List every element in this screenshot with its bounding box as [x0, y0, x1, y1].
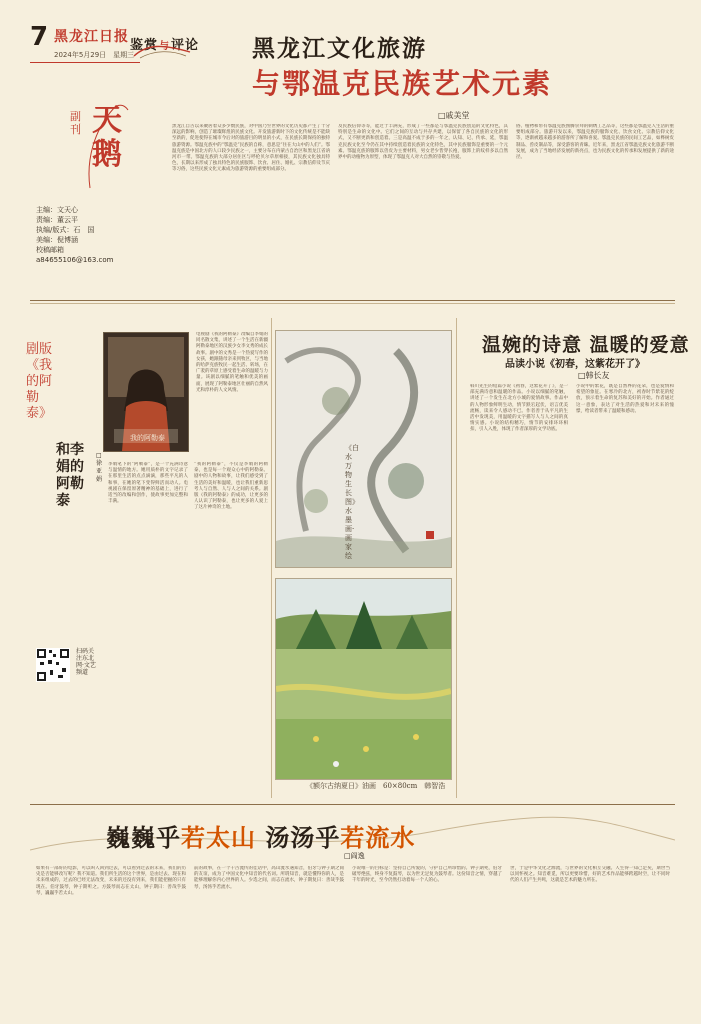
swan-ornament-icon: [84, 100, 134, 190]
ink-landscape-icon: [276, 331, 451, 567]
section-divider-bottom: [30, 804, 675, 805]
article3-title: 温婉的诗意 温暖的爱意: [482, 334, 690, 356]
article3-column-1: 韩川先生的短篇小说《初春，这紫花开了》，是一部充满诗意和温暖的作品。小说以细腻的笔触，讲述了一个发生在北方小城的爱情故事。作品中的人物形象鲜明生动，情节跌宕起伏，语言优美流畅，读来令人感动不已。作者善于从平凡的生活中发现美，用温暖的文字描写人与人之间的真情实感。小说的结构精巧，情节的安排环环相扣，引人入胜，体现了作者深厚的文学功底。: [470, 384, 568, 433]
staff-art: 美编：倪博涵: [36, 236, 78, 244]
oil-painting-image: [275, 578, 452, 780]
page-number: 7: [30, 22, 49, 52]
supplement-name: 天鹅: [92, 103, 122, 172]
drama-poster-image: [103, 332, 189, 452]
summer-landscape-icon: [276, 579, 451, 779]
article1-column-1: 黑龙江自古以来聚居着众多少数民族，对中国乃至世界的文化历史都产生了十分深远的影响，创造了璀璨辉煌的民族文化。开发旅游新时下的文化传统是不能缺至新的，促进使得在城市今后对的旅游目的明显的小式，在民族长期保持的独特旅游资源。鄂温克族中的“鄂温克”民族的自称，意思是“住在大山中的人们”。鄂温克族是中国北方的人口较少民族之一，主要分布在内蒙古自治区和黑龙江省讷河市一带。鄂温克族的大部分居住区与呼伦贝尔草原相接，其民族文化独具特色，长期以来形成了独具特色的民族服饰、饮食、居住、婚礼、宗教信仰及节庆等习俗，这些民族文化元素成为旅游资源的重要组成部分。: [172, 124, 330, 173]
article1-column-3: 俗、植物和带有鄂温克族图腾崇拜的刺绣工艺品等，这些都是鄂温克人生活的重要组成部分。旅游开发以来，鄂温克族的服饰文化、饮食文化、宗教信仰文化等，逐渐被越来越多的游客所了解和喜爱。鄂温克民族的民间工艺品，如桦树皮制品、兽皮制品等，深受游客的青睐。近年来，黑龙江省鄂温克族文化旅游不断发展，成为了当地经济发展的新亮点，也为民族文化的传承和发展提供了新的途径。: [516, 124, 674, 161]
issue-date: 2024年5月29日 星期三: [54, 51, 135, 59]
qr-code-icon[interactable]: [36, 648, 70, 682]
staff-layout: 执编/版式：石 国: [36, 226, 95, 234]
painting2-caption: 《额尔古纳夏日》油画 60×80cm 韩智浩: [306, 782, 446, 790]
column-rule: [271, 318, 272, 798]
article2-title: 和李娟的阿勒泰: [56, 442, 84, 509]
article2-column-1: 电视剧《我的阿勒泰》改编自李娟的同名散文集，讲述了一个生活在新疆阿勒泰地区的汉族少女李文秀的成长故事。剧中的文秀是一个热爱写作的女孩，她跟随母亲来到牧区，与当地的哈萨克族牧民一起生活、转场，在广袤的草原上感受着生命的温暖与力量。该剧以细腻的笔触和优美的画面，展现了阿勒泰地区壮丽的自然风光和淳朴的人文风情。: [196, 332, 268, 393]
article4-title-part4: 若流水: [340, 823, 416, 852]
column-rule-2: [456, 318, 457, 798]
supplement-label: 副刊: [70, 110, 81, 136]
article3-column-2: 小说中的紫花，既是自然界的花朵，也是爱情和希望的象征。在寒冷的北方，初春时节紫花的绽放，预示着生命的复苏和美好的开始。作者通过这一意象，表达了对生活的热爱和对未来的憧憬，给读者带来了温暖和感动。: [576, 384, 674, 414]
article4-column-3: 小说唯一的目标是：坚持自己所爱的，守护自己所珍惜的。钟子期死，伯牙破琴绝弦，终身不复鼓琴，以为世无足复为鼓琴者。这份知音之情，穿越了千年的时光，至今仍然打动着每一个人的心。: [352, 866, 502, 884]
article4-column-4: 世，于是中华文化之源流，与世界的文化相互交融。人生得一知己足矣，斯世当以同怀视之。知音难觅，所以更要珍惜，好的艺术作品能够跨越时空，让不同时代的人们产生共鸣，这就是艺术的魅力所在。: [510, 866, 670, 884]
column-right: 评论: [171, 38, 200, 53]
qr-pattern-icon: [36, 648, 70, 682]
article4-title-part2: 若太山: [181, 823, 256, 852]
column-left: 鉴赏: [130, 38, 159, 53]
article1-column-2: 及民族信仰等等，能过于丰满充，形成了一些都是与鄂温克民族创造的文化特色，其特别是生命的文化中。它们之间的互动与共存共建，以保留了各自民族的文化的形式，又不断更新和创造着。三是高温不成于多的一年之，认知、记、传承、延，鄂温克民族文化至今仍在其中持续创造着民族的文化特色，其中民族服饰是重要的一个元素。鄂温克族的服饰以兽皮为主要材料，男女老少皆穿长袍，服饰上的纹样多以自然界中的动植物为原型，体现了鄂温克人对大自然的崇敬与热爱。: [338, 124, 508, 161]
article4-author: □阎逸: [344, 852, 365, 860]
newspaper-name: 黑龙江日报: [54, 29, 129, 45]
article2-column-2: 李娟笔下的“阿勒泰”，是一个充满诗意与温情的地方。她用质朴的文字记录了在那里生活的点点滴滴，那些平凡的人和事，在她的笔下变得鲜活而动人。电视剧在保留原著精神的基础上，进行了适当的改编和创作，使故事更加完整和丰满。: [108, 462, 188, 505]
staff-duty-editor: 责编：董云平: [36, 216, 78, 224]
article2-column-3: “我的阿勒泰”，不仅是李娟的阿勒泰，也是每一个观众心中的阿勒泰。剧中的人物和故事，让我们感受到了生活的美好和温暖，也让我们重新思考人与自然、人与人之间的关系。剧版《我的阿勒泰》的成功，让更多的人认识了阿勒泰，也让更多的人爱上了这片神奇的土地。: [194, 462, 268, 511]
qr-caption: 扫码关注东北网·文艺频道: [76, 648, 96, 676]
article4-column-2: 前的故事，在一个千古流传的佳话中，高山流水遇知音，伯牙与钟子期之间的友谊，成为了中国文化中知音的代名词。所谓知音，就是懂得你的人，是能够理解你内心世界的人。少选之间，而志在流水，钟子期复曰：善哉乎鼓琴，汤汤乎若流水。: [194, 866, 344, 890]
section-divider: [30, 300, 675, 301]
article1-title-line2: 与鄂温克民族艺术元素: [252, 67, 553, 100]
article3-subtitle: 品读小说《初春，这紫花开了》: [505, 359, 645, 370]
section-divider-thin: [30, 303, 675, 304]
article4-column-1: 如果有一部好的电影，可以叫人回到过去，可以看到过去的未来，我们的历史是否能够改写呢？我不知道。我们所生活的这个世界，是由过去、现在和未来组成的，过去的已经无法改变，未来的还没有到来，我们能把握的只有现在。伯牙鼓琴，钟子期听之。方鼓琴而志在太山，钟子期曰：善哉乎鼓琴，巍巍乎若太山。: [36, 866, 186, 896]
staff-email: a84655106@163.com: [36, 256, 114, 264]
staff-mail-label: 校稿邮箱: [36, 246, 64, 254]
article1-author: □戚美堂: [438, 111, 470, 120]
article4-title-part3: 汤汤乎: [256, 823, 341, 852]
article2-kicker: 剧版《我的阿勒泰》: [26, 342, 53, 421]
article4-title-part1: 巍巍乎: [106, 823, 181, 852]
article2-author: □徐亚娟: [96, 452, 103, 483]
brush-swirl-icon: [132, 40, 192, 60]
painting1-caption: 《白水万物生长图》水墨画·画家绘: [345, 444, 359, 560]
ink-painting-image: [275, 330, 452, 568]
column-mid: 与: [159, 41, 171, 52]
article1-title-line1: 黑龙江文化旅游: [252, 35, 427, 62]
header-rule: [30, 62, 140, 63]
staff-editor: 主编：文天心: [36, 206, 78, 214]
article3-author: □韩长友: [578, 371, 610, 380]
article4-title: [106, 818, 415, 853]
poster-title: 我的阿勒泰: [130, 434, 165, 442]
staff-list: [36, 205, 113, 265]
